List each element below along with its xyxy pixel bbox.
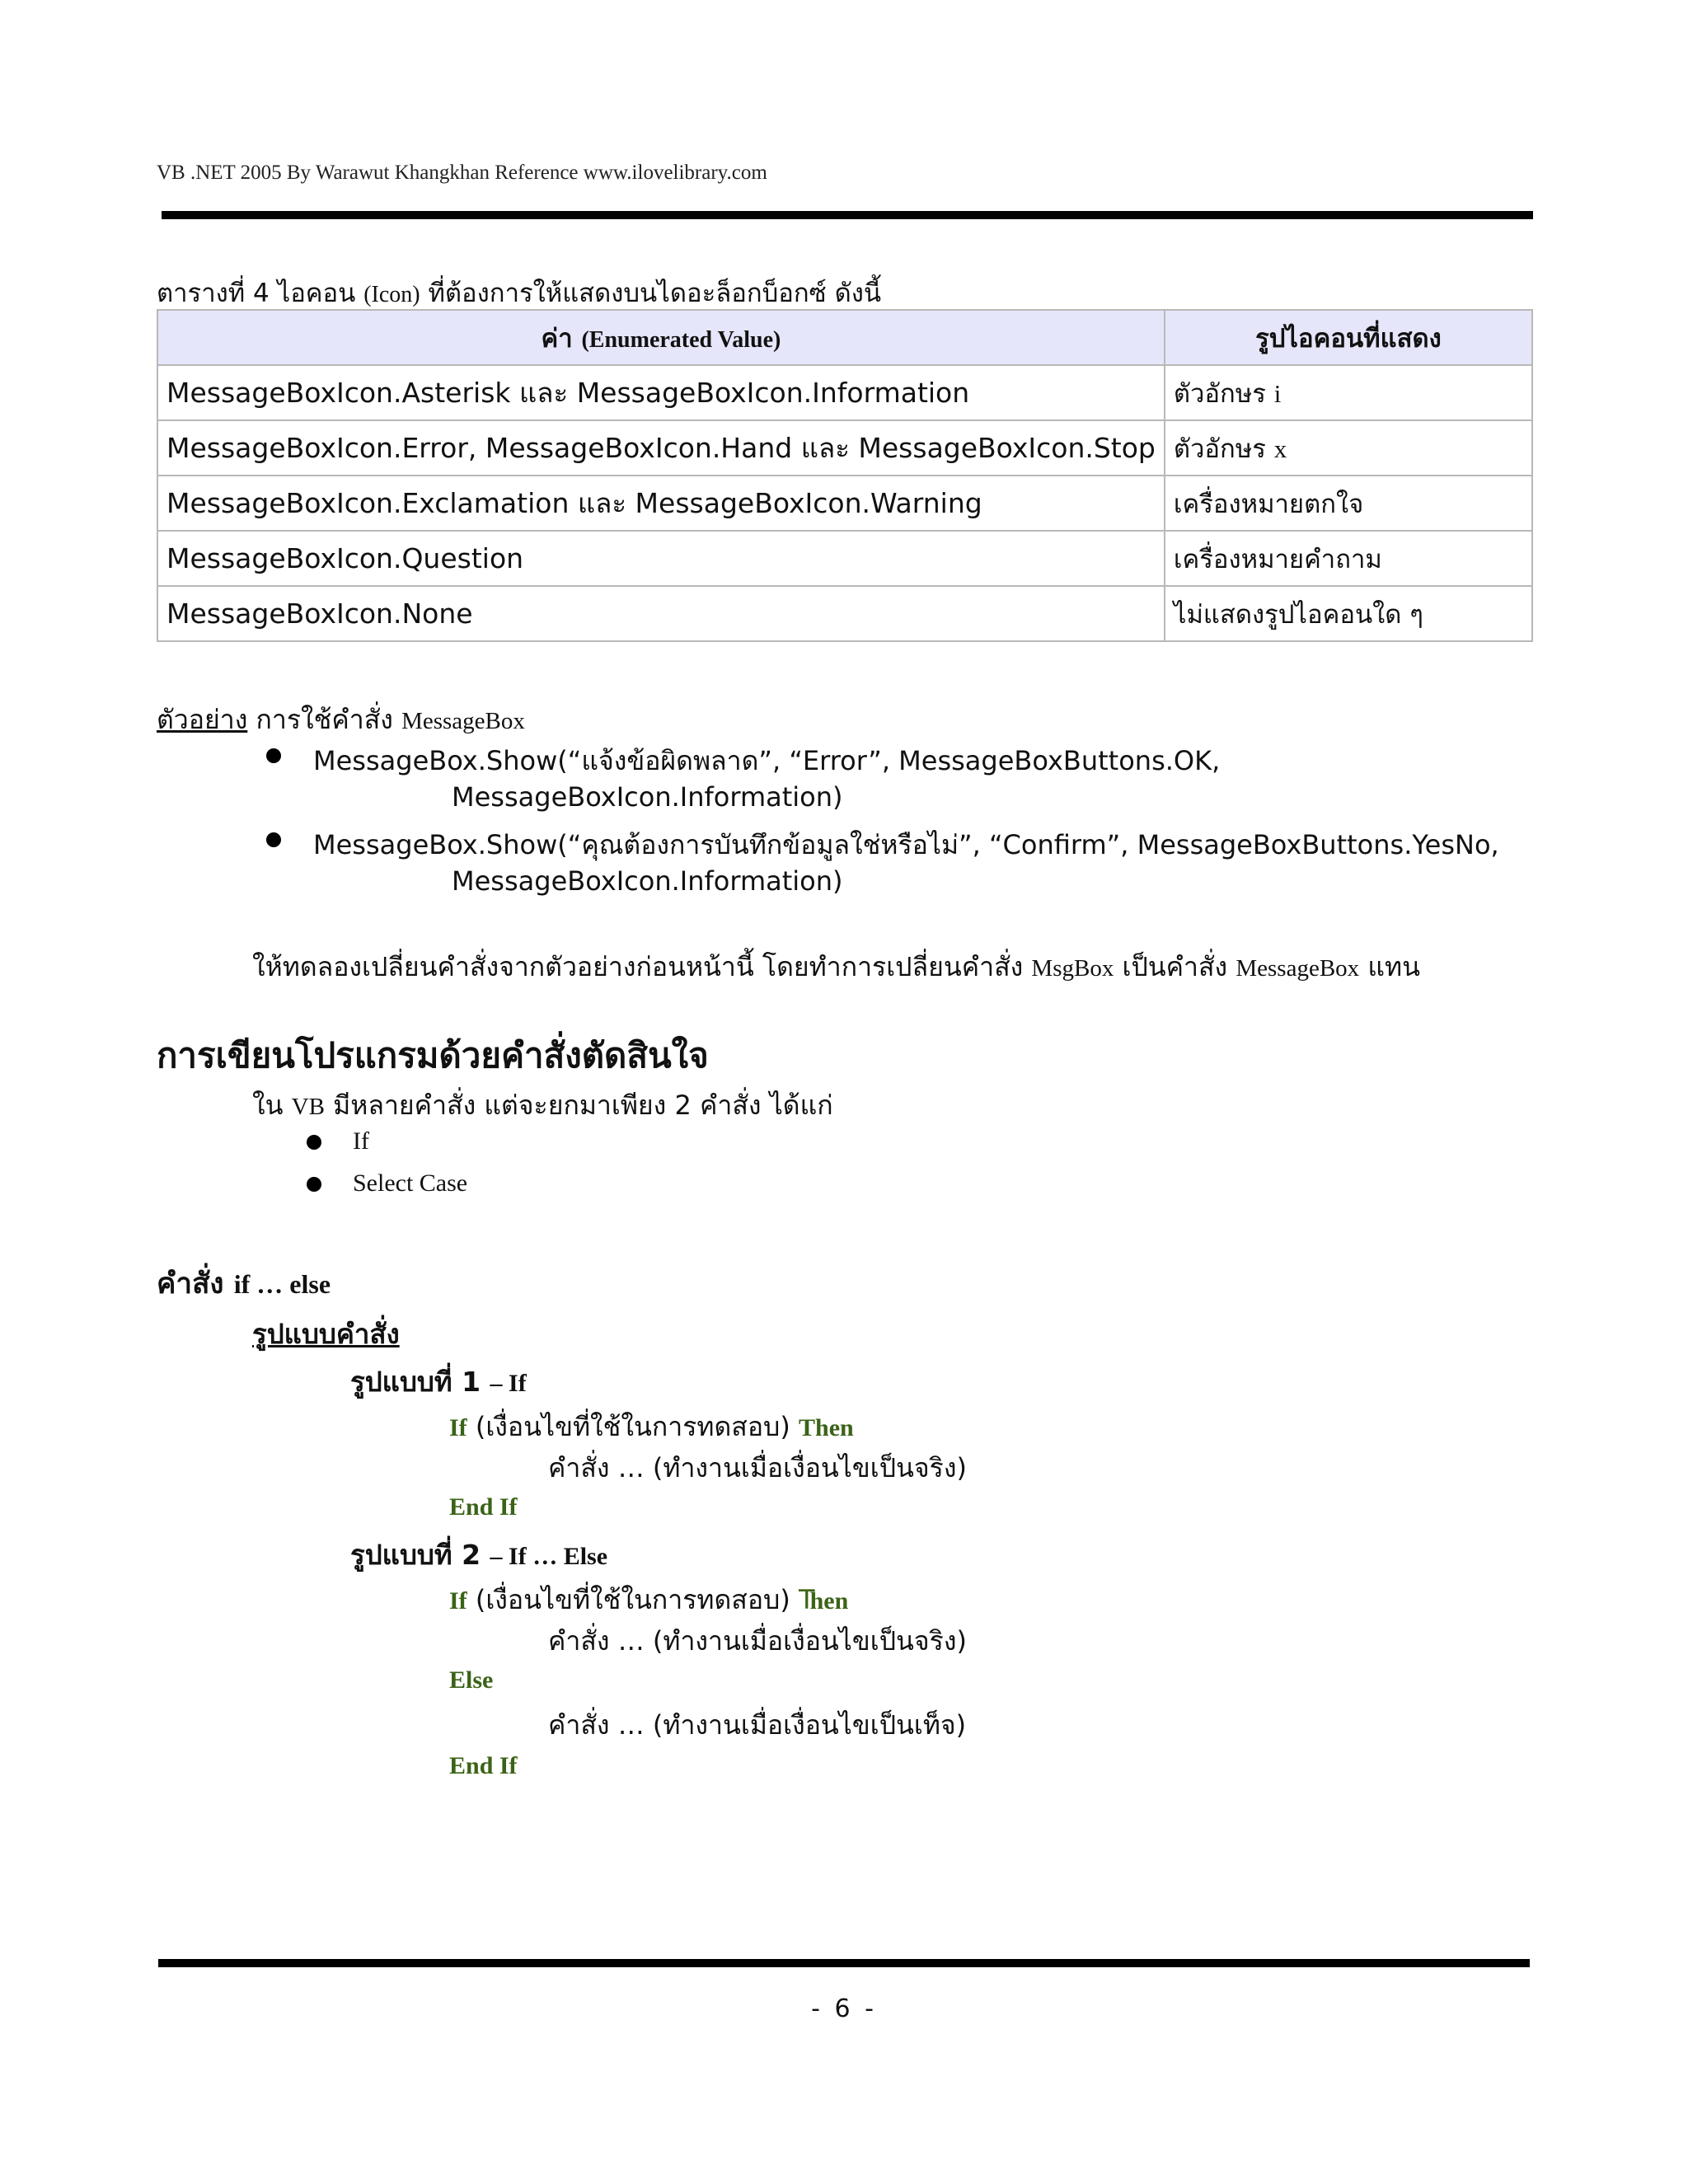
example-intro-text: การใช้คำสั่ง xyxy=(256,704,393,735)
page-number: - 6 - xyxy=(811,1994,877,2023)
section-heading: การเขียนโปรแกรมด้วยคำสั่งตัดสินใจ xyxy=(157,1035,709,1076)
footer-rule xyxy=(158,1959,1530,1967)
caption-suffix: ที่ต้องการให้แสดงบนไดอะล็อกบ็อกซ์ ดังนี้ xyxy=(428,279,882,308)
keyword-if: If xyxy=(449,1414,467,1441)
code-statement: คำสั่ง … (ทำงานเมื่อเงื่อนไขเป็นจริง) xyxy=(548,1625,967,1657)
keyword-endif: End If xyxy=(449,1752,518,1779)
keyword-then-initial: T xyxy=(799,1584,815,1615)
bullet-icon xyxy=(266,748,281,763)
table-header-row xyxy=(157,310,1532,365)
table-row xyxy=(157,420,1532,476)
table-cell-value: MessageBoxIcon.Error, MessageBoxIcon.Hand และ MessageBoxIcon.Stop xyxy=(157,420,1165,476)
column-header-value-en: (Enumerated Value) xyxy=(581,326,781,353)
bullet-icon xyxy=(307,1135,321,1150)
note-text: ให้ทดลองเปลี่ยนคำสั่งจากตัวอย่างก่อนหน้านี้ โดยทำการเปลี่ยนคำสั่ง xyxy=(252,951,1024,982)
note-code: MsgBox xyxy=(1031,955,1114,982)
form-en: – If xyxy=(490,1370,527,1397)
note-text: เป็นคำสั่ง xyxy=(1122,951,1228,982)
column-header-value xyxy=(157,310,1165,365)
table-cell-value: MessageBoxIcon.Exclamation และ MessageBoxIcon.Warning xyxy=(157,476,1165,531)
code-statement: คำสั่ง … (ทำงานเมื่อเงื่อนไขเป็นจริง) xyxy=(548,1452,967,1483)
example-intro xyxy=(157,699,525,741)
icon-desc: ตัวอักษร xyxy=(1173,378,1266,409)
heading-thai: คำสั่ง xyxy=(157,1268,224,1301)
keyword-endif: End If xyxy=(449,1493,518,1521)
note-text: แทน xyxy=(1367,951,1420,982)
example-note xyxy=(252,946,1420,988)
header-rule xyxy=(162,211,1533,219)
keyword-then: Then xyxy=(799,1414,854,1441)
form-thai: รูปแบบที่ 2 xyxy=(350,1539,481,1571)
table-cell-icon: เครื่องหมายคำถาม xyxy=(1165,531,1532,586)
bullet-icon xyxy=(307,1177,321,1192)
syntax-label: รูปแบบคำสั่ง xyxy=(252,1318,400,1350)
example-label: ตัวอย่าง xyxy=(157,704,248,735)
caption-icon-term: (Icon) xyxy=(363,282,420,307)
code-if-line xyxy=(449,1579,848,1621)
table-row xyxy=(157,586,1532,641)
table-cell-value: MessageBoxIcon.Question xyxy=(157,531,1165,586)
icon-letter: x xyxy=(1273,434,1287,463)
condition-text: (เงื่อนไขที่ใช้ในการทดสอบ) xyxy=(475,1411,790,1442)
form-heading xyxy=(350,1533,607,1577)
icon-letter: i xyxy=(1273,378,1282,408)
table-cell-value: MessageBoxIcon.Asterisk และ MessageBoxIcon.Information xyxy=(157,365,1165,420)
subsection-heading xyxy=(157,1261,331,1306)
table-cell-value: MessageBoxIcon.None xyxy=(157,586,1165,641)
table-cell-icon: ไม่แสดงรูปไอคอนใด ๆ xyxy=(1165,586,1532,641)
form-thai: รูปแบบที่ 1 xyxy=(350,1366,481,1398)
page-header-text: VB .NET 2005 By Warawut Khangkhan Reference www.ilovelibrary.com xyxy=(157,162,767,184)
keyword-else: Else xyxy=(449,1666,494,1694)
icon-table xyxy=(157,309,1533,642)
example-intro-code: MessageBox xyxy=(401,708,525,734)
table-row xyxy=(157,476,1532,531)
intro-text: มีหลายคำสั่ง แต่จะยกมาเพียง 2 คำสั่ง ได้แก่ xyxy=(333,1090,833,1121)
bullet-icon xyxy=(266,832,281,847)
intro-text: ใน xyxy=(252,1090,284,1121)
form-en: – If … Else xyxy=(490,1543,608,1570)
table-cell-icon xyxy=(1165,365,1532,420)
intro-code: VB xyxy=(291,1094,325,1120)
form-heading xyxy=(350,1360,527,1404)
code-if-line xyxy=(449,1406,854,1448)
table-cell-icon: เครื่องหมายตกใจ xyxy=(1165,476,1532,531)
table-row xyxy=(157,365,1532,420)
example-code-line: MessageBox.Show(“แจ้งข้อผิดพลาด”, “Error”, MessageBoxButtons.OK, xyxy=(313,745,1221,776)
table-row xyxy=(157,531,1532,586)
condition-text: (เงื่อนไขที่ใช้ในการทดสอบ) xyxy=(475,1584,790,1615)
icon-desc: ตัวอักษร xyxy=(1173,434,1266,464)
column-header-value-thai: ค่า xyxy=(541,323,573,354)
heading-en: if … else xyxy=(233,1269,331,1299)
column-header-icon: รูปไอคอนที่แสดง xyxy=(1165,310,1532,365)
keyword-if: If xyxy=(449,1587,467,1615)
example-code-line: MessageBoxIcon.Information) xyxy=(452,865,843,897)
list-item: If xyxy=(353,1127,369,1155)
decision-intro xyxy=(252,1085,833,1127)
list-item: Select Case xyxy=(353,1169,468,1197)
table-caption xyxy=(157,272,881,313)
table-cell-icon xyxy=(1165,420,1532,476)
example-code-line: MessageBoxIcon.Information) xyxy=(452,781,843,813)
keyword-then-rest: hen xyxy=(809,1587,849,1615)
note-code: MessageBox xyxy=(1236,955,1360,982)
caption-prefix: ตารางที่ 4 ไอคอน xyxy=(157,279,356,308)
example-code-line: MessageBox.Show(“คุณต้องการบันทึกข้อมูลใช่หรือไม่”, “Confirm”, MessageBoxButtons.YesNo, xyxy=(313,829,1499,860)
code-statement: คำสั่ง … (ทำงานเมื่อเงื่อนไขเป็นเท็จ) xyxy=(548,1709,967,1741)
